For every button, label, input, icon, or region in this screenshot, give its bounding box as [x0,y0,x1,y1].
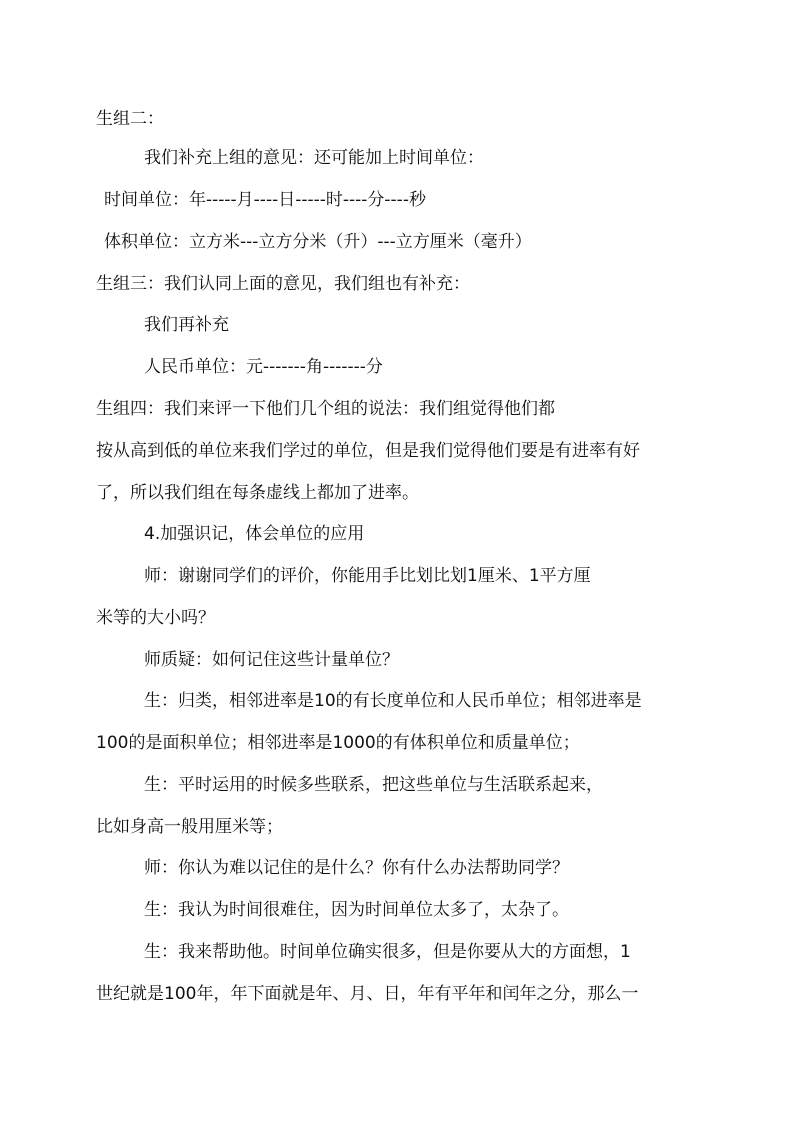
text-line: 师质疑：如何记住这些计量单位？ [144,650,399,670]
text-line: 米等的大小吗？ [96,608,215,628]
section-heading: 4.加强识记，体会单位的应用 [144,524,365,544]
text-line: 世纪就是100年，年下面就是年、月、日，年有平年和闰年之分，那么一 [96,984,639,1004]
text-line: 生：我认为时间很难住，因为时间单位太多了，太杂了。 [144,900,569,920]
text-line: 人民币单位：元-------角-------分 [144,357,383,377]
text-line: 比如身高一般用厘米等； [96,817,283,837]
text-line: 生组三：我们认同上面的意见，我们组也有补充： [96,274,470,294]
text-line: 体积单位：立方米---立方分米（升）---立方厘米（毫升） [104,232,532,252]
text-line: 生组二： [96,109,164,129]
text-line: 100的是面积单位；相邻进率是1000的有体积单位和质量单位； [96,733,580,753]
text-line: 我们补充上组的意见：还可能加上时间单位： [144,148,484,168]
text-line: 生组四：我们来评一下他们几个组的说法：我们组觉得他们都 [96,399,555,419]
text-line: 师：你认为难以记住的是什么？你有什么办法帮助同学？ [144,858,569,878]
text-line: 了，所以我们组在每条虚线上都加了进率。 [96,483,419,503]
text-line: 我们再补充 [144,315,229,335]
text-line: 师：谢谢同学们的评价，你能用手比划比划1厘米、1平方厘 [144,566,591,586]
text-line: 生：平时运用的时候多些联系，把这些单位与生活联系起来， [144,775,603,795]
text-line: 生：归类，相邻进率是10的有长度单位和人民币单位；相邻进率是 [144,691,642,711]
text-line: 按从高到低的单位来我们学过的单位，但是我们觉得他们要是有进率有好 [96,441,640,461]
text-line: 时间单位：年-----月----日-----时----分----秒 [104,190,426,210]
text-line: 生：我来帮助他。时间单位确实很多，但是你要从大的方面想，1 [144,942,631,962]
